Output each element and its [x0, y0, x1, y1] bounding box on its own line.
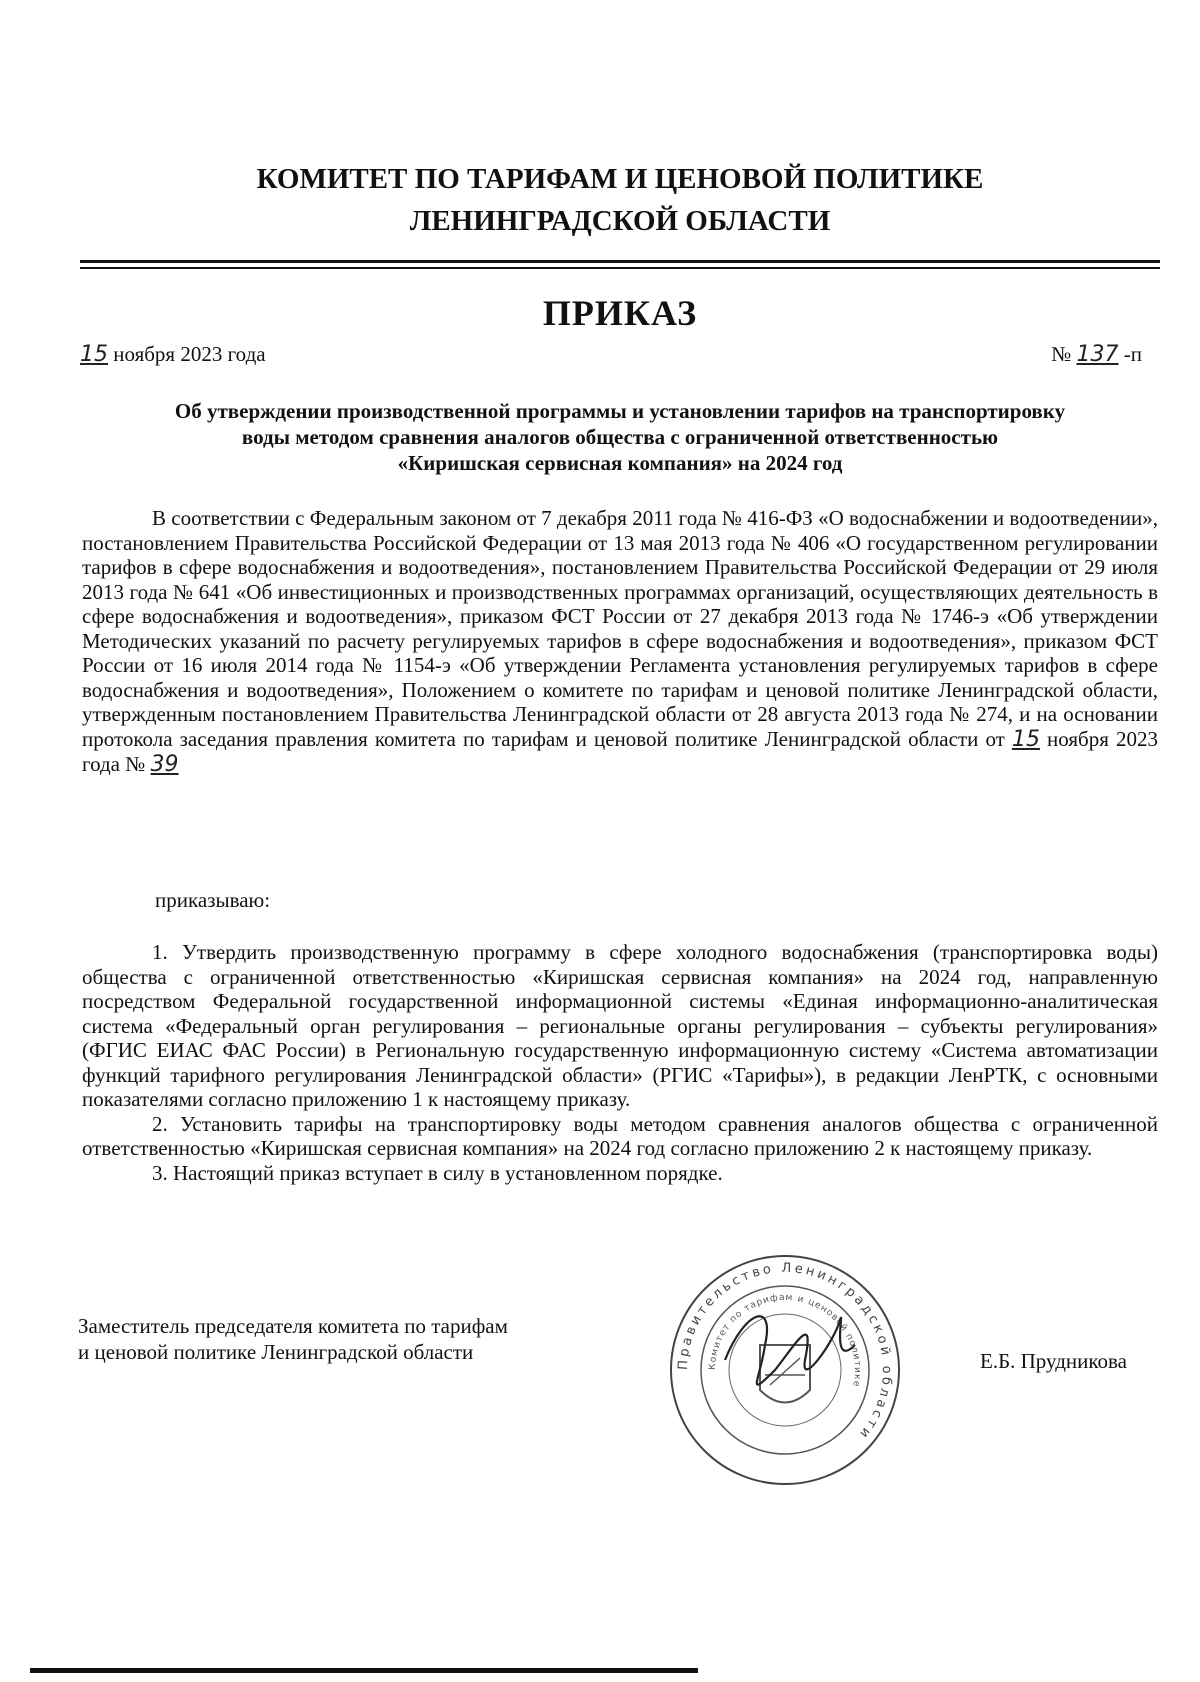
header-rule-thin	[80, 267, 1160, 269]
organization-header	[80, 158, 1160, 242]
protocol-number-handwritten: 39	[150, 752, 179, 777]
preamble-after-day: ноября 2023 года №	[82, 726, 1159, 776]
preamble-paragraph	[82, 506, 1158, 778]
seal-outer-text: Правительство Ленинградской области	[675, 1260, 895, 1443]
number-handwritten: 137	[1076, 342, 1119, 367]
seal-inner-text: Комитет по тарифам и ценовой политике	[707, 1292, 863, 1389]
date-day-handwritten: 15	[80, 342, 108, 367]
svg-text:Комитет по тарифам и ценовой п	[708, 1293, 862, 1388]
signer-name: Е.Б. Прудникова	[980, 1349, 1127, 1373]
subject-line-3: «Киришская сервисная компания» на 2024 год	[397, 451, 843, 475]
order-item-1: 1. Утвердить производственную программу в сфере холодного водоснабжения (транспортировка воды) общества с ограниченной ответственностью «Киришская сервисная компания» на 2024 год, направленную посредством Федеральной государственной информационной системы «Единая информационно-аналитическая система «Федеральный орган регулирования – региональные органы регулирования – субъекты регулирования» (ФГИС ЕИАС ФАС России) в Региональную государственную информационную систему «Система автоматизации функций тарифного регулирования Ленинградской области» (РГИС «Тарифы»), в редакции ЛенРТК, с основными показателями согласно приложению 1 к настоящему приказу.	[82, 940, 1158, 1111]
order-item-2: 2. Установить тарифы на транспортировку воды методом сравнения аналогов общества с ограниченной ответственностью «Киришская сервисная компания» на 2024 год согласно приложению 2 к настоящему приказу.	[82, 1111, 1158, 1160]
date-rest: ноября 2023 года	[108, 342, 266, 366]
document-date	[80, 342, 266, 367]
order-item-3: 3. Настоящий приказ вступает в силу в установленном порядке.	[152, 1160, 723, 1185]
preamble	[82, 506, 1158, 778]
subject-line-1: Об утверждении производственной программы и установлении тарифов на транспортировку	[174, 399, 1066, 423]
scan-edge-bar	[30, 1668, 698, 1673]
header-rule-thick	[80, 260, 1160, 263]
protocol-day-handwritten: 15	[1011, 726, 1040, 752]
official-seal-icon	[665, 1250, 905, 1490]
subject-line-2: воды методом сравнения аналогов общества с ограниченной ответственностью	[241, 425, 999, 449]
document-number	[1051, 342, 1142, 367]
order-word: приказываю:	[155, 888, 271, 912]
org-line-1: КОМИТЕТ ПО ТАРИФАМ И ЦЕНОВОЙ ПОЛИТИКЕ	[256, 163, 984, 195]
signer-position	[78, 1313, 508, 1365]
order-items	[82, 940, 1158, 1185]
signer-position-line-1: Заместитель председателя комитета по тарифам	[78, 1314, 508, 1338]
document-type-title: ПРИКАЗ	[542, 293, 698, 333]
svg-text:Правительство Ленинградской об	[676, 1261, 894, 1443]
order-subject	[80, 398, 1160, 476]
number-prefix: №	[1051, 342, 1077, 366]
preamble-text: В соответствии с Федеральным законом от 7 декабря 2011 года № 416-ФЗ «О водоснабжении и водоотведении», постановлением Правительства Российской Федерации от 13 мая 2013 года № 406 «О государственном регулировании тарифов в сфере водоснабжения и водоотведения», постановлением Правительства Российской Федерации от 29 июля 2013 года № 641 «Об инвестиционных и производственных программах организаций, осуществляющих деятельность в сфере водоснабжения и водоотведения», приказом ФСТ России от 27 декабря 2013 года № 1746-э «Об утверждении Методических указаний по расчету регулируемых тарифов в сфере водоснабжения и водоотведения», приказом ФСТ России от 16 июля 2014 года № 1154-э «Об утверждении Регламента установления регулируемых тарифов в сфере водоснабжения и водоотведения», Положением о комитете по тарифам и ценовой политике Ленинградской области, утвержденным постановлением Правительства Ленинградской области от 28 августа 2013 года № 274, и на основании протокола заседания правления комитета по тарифам и ценовой политике Ленинградской области от	[82, 506, 1158, 751]
number-suffix: -п	[1118, 342, 1142, 366]
org-line-2: ЛЕНИНГРАДСКОЙ ОБЛАСТИ	[409, 205, 831, 237]
signer-position-line-2: и ценовой политике Ленинградской области	[78, 1340, 474, 1364]
